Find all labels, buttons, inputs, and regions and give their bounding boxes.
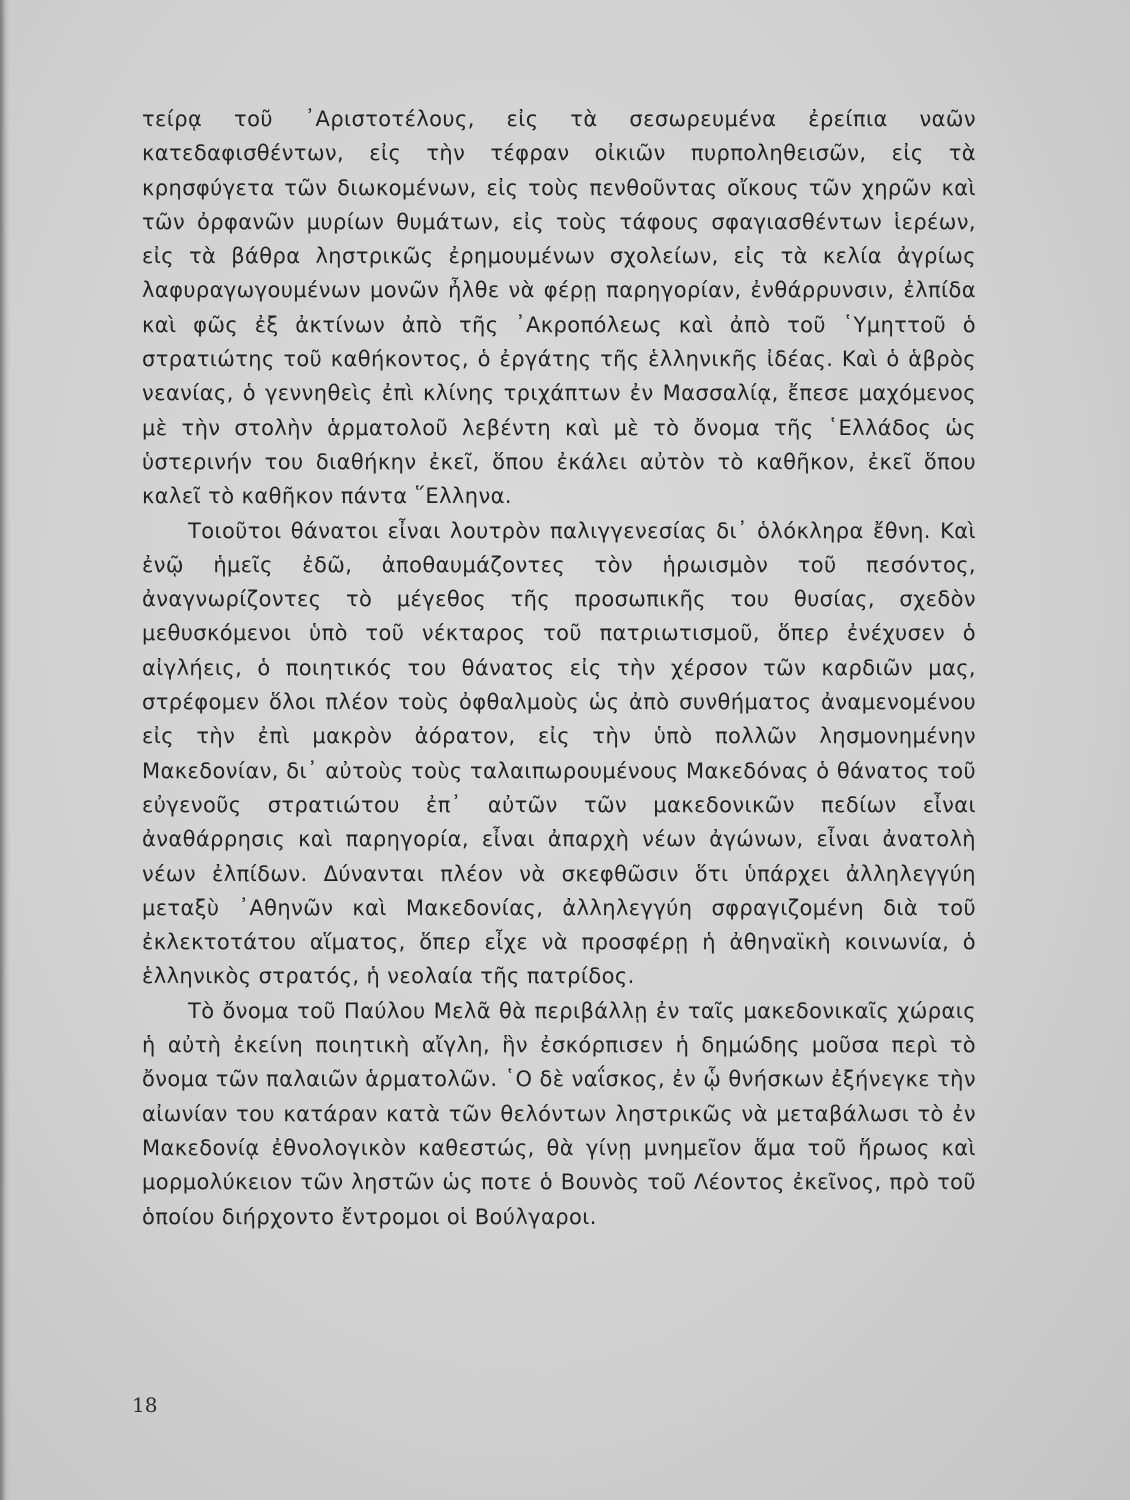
paragraph-3: Τὸ ὄνομα τοῦ Παύλου Μελᾶ θὰ περιβάλλῃ ἐν ταῖς μακεδονικαῖς χώραις ἡ αὐτὴ ἐκείνη ποιητικὴ αἴγλη, ἣν ἐσκόρπισεν ἡ δημώδης μοῦσα περὶ τὸ ὄνομα τῶν παλαιῶν ἁρματολῶν. ῾Ο δὲ ναΐσκος, ἐν ᾧ θνήσκων ἐξήνεγκε τὴν αἰωνίαν του κατάραν κατὰ τῶν θελόντων ληστρικῶς νὰ μεταβάλωσι τὸ ἐν Μακεδονίᾳ ἐθνολογικὸν καθεστώς, θὰ γίνῃ μνημεῖον ἅμα τοῦ ἥρωος καὶ μορμολύκειον τῶν ληστῶν ὡς ποτε ὁ Βουνὸς τοῦ Λέοντος ἐκεῖνος, πρὸ τοῦ ὁποίου διήρχοντο ἔντρομοι οἱ Βούλγαροι. [142,998,976,1229]
page-number: 18 [132,1393,158,1417]
body-text [142,102,976,1234]
paragraph-2: Τοιοῦτοι θάνατοι εἶναι λουτρὸν παλιγγενεσίας δι᾿ ὁλόκληρα ἔθνη. Καὶ ἐνῷ ἡμεῖς ἐδῶ, ἀποθαυμάζοντες τὸν ἡρωισμὸν τοῦ πεσόντος, ἀναγνωρίζοντες τὸ μέγεθος τῆς προσωπικῆς του θυσίας, σχεδὸν μεθυσκόμενοι ὑπὸ τοῦ νέκταρος τοῦ πατριωτισμοῦ, ὅπερ ἐνέχυσεν ὁ αἰγλήεις, ὁ ποιητικός του θάνατος εἰς τὴν χέρσον τῶν καρδιῶν μας, στρέφομεν ὅλοι πλέον τοὺς ὀφθαλμοὺς ὡς ἀπὸ συνθήματος ἀναμενομένου εἰς τὴν ἐπὶ μακρὸν ἀόρατον, εἰς τὴν ὑπὸ πολλῶν λησμονημένην Μακεδονίαν, δι᾿ αὐτοὺς τοὺς ταλαιπωρουμένους Μακεδόνας ὁ θάνατος τοῦ εὐγενοῦς στρατιώτου ἐπ᾿ αὐτῶν τῶν μακεδονικῶν πεδίων εἶναι ἀναθάρρησις καὶ παρηγορία, εἶναι ἀπαρχὴ νέων ἀγώνων, εἶναι ἀνατολὴ νέων ἐλπίδων. Δύνανται πλέον νὰ σκεφθῶσιν ὅτι ὑπάρχει ἀλληλεγγύη μεταξὺ ᾿Αθηνῶν καὶ Μακεδονίας, ἀλληλεγγύη σφραγιζομένη διὰ τοῦ ἐκλεκτοτάτου αἵματος, ὅπερ εἶχε νὰ προσφέρῃ ἡ ἀθηναϊκὴ κοινωνία, ὁ ἑλληνικὸς στρατός, ἡ νεολαία τῆς πατρίδος. [142,518,976,989]
paragraph-1: τείρᾳ τοῦ ᾿Αριστοτέλους, εἰς τὰ σεσωρευμένα ἐρείπια ναῶν κατεδαφισθέντων, εἰς τὴν τέφραν οἰκιῶν πυρποληθεισῶν, εἰς τὰ κρησφύγετα τῶν διωκομένων, εἰς τοὺς πενθοῦντας οἴκους τῶν χηρῶν καὶ τῶν ὀρφανῶν μυρίων θυμάτων, εἰς τοὺς τάφους σφαγιασθέντων ἱερέων, εἰς τὰ βάθρα ληστρικῶς ἐρημουμένων σχολείων, εἰς τὰ κελία ἀγρίως λαφυραγωγουμένων μονῶν ἦλθε νὰ φέρῃ παρηγορίαν, ἐνθάρρυνσιν, ἐλπίδα καὶ φῶς ἐξ ἀκτίνων ἀπὸ τῆς ᾿Ακροπόλεως καὶ ἀπὸ τοῦ ῾Υμηττοῦ ὁ στρατιώτης τοῦ καθήκοντος, ὁ ἐργάτης τῆς ἑλληνικῆς ἰδέας. Καὶ ὁ ἁβρὸς νεανίας, ὁ γεννηθεὶς ἐπὶ κλίνης τριχάπτων ἐν Μασσαλίᾳ, ἔπεσε μαχόμενος μὲ τὴν στολὴν ἁρματολοῦ λεβέντη καὶ μὲ τὸ ὄνομα τῆς ῾Ελλάδος ὡς ὑστερινήν του διαθήκην ἐκεῖ, ὅπου ἐκάλει αὐτὸν τὸ καθῆκον, ἐκεῖ ὅπου καλεῖ τὸ καθῆκον πάντα ῞Ελληνα. [142,107,976,509]
